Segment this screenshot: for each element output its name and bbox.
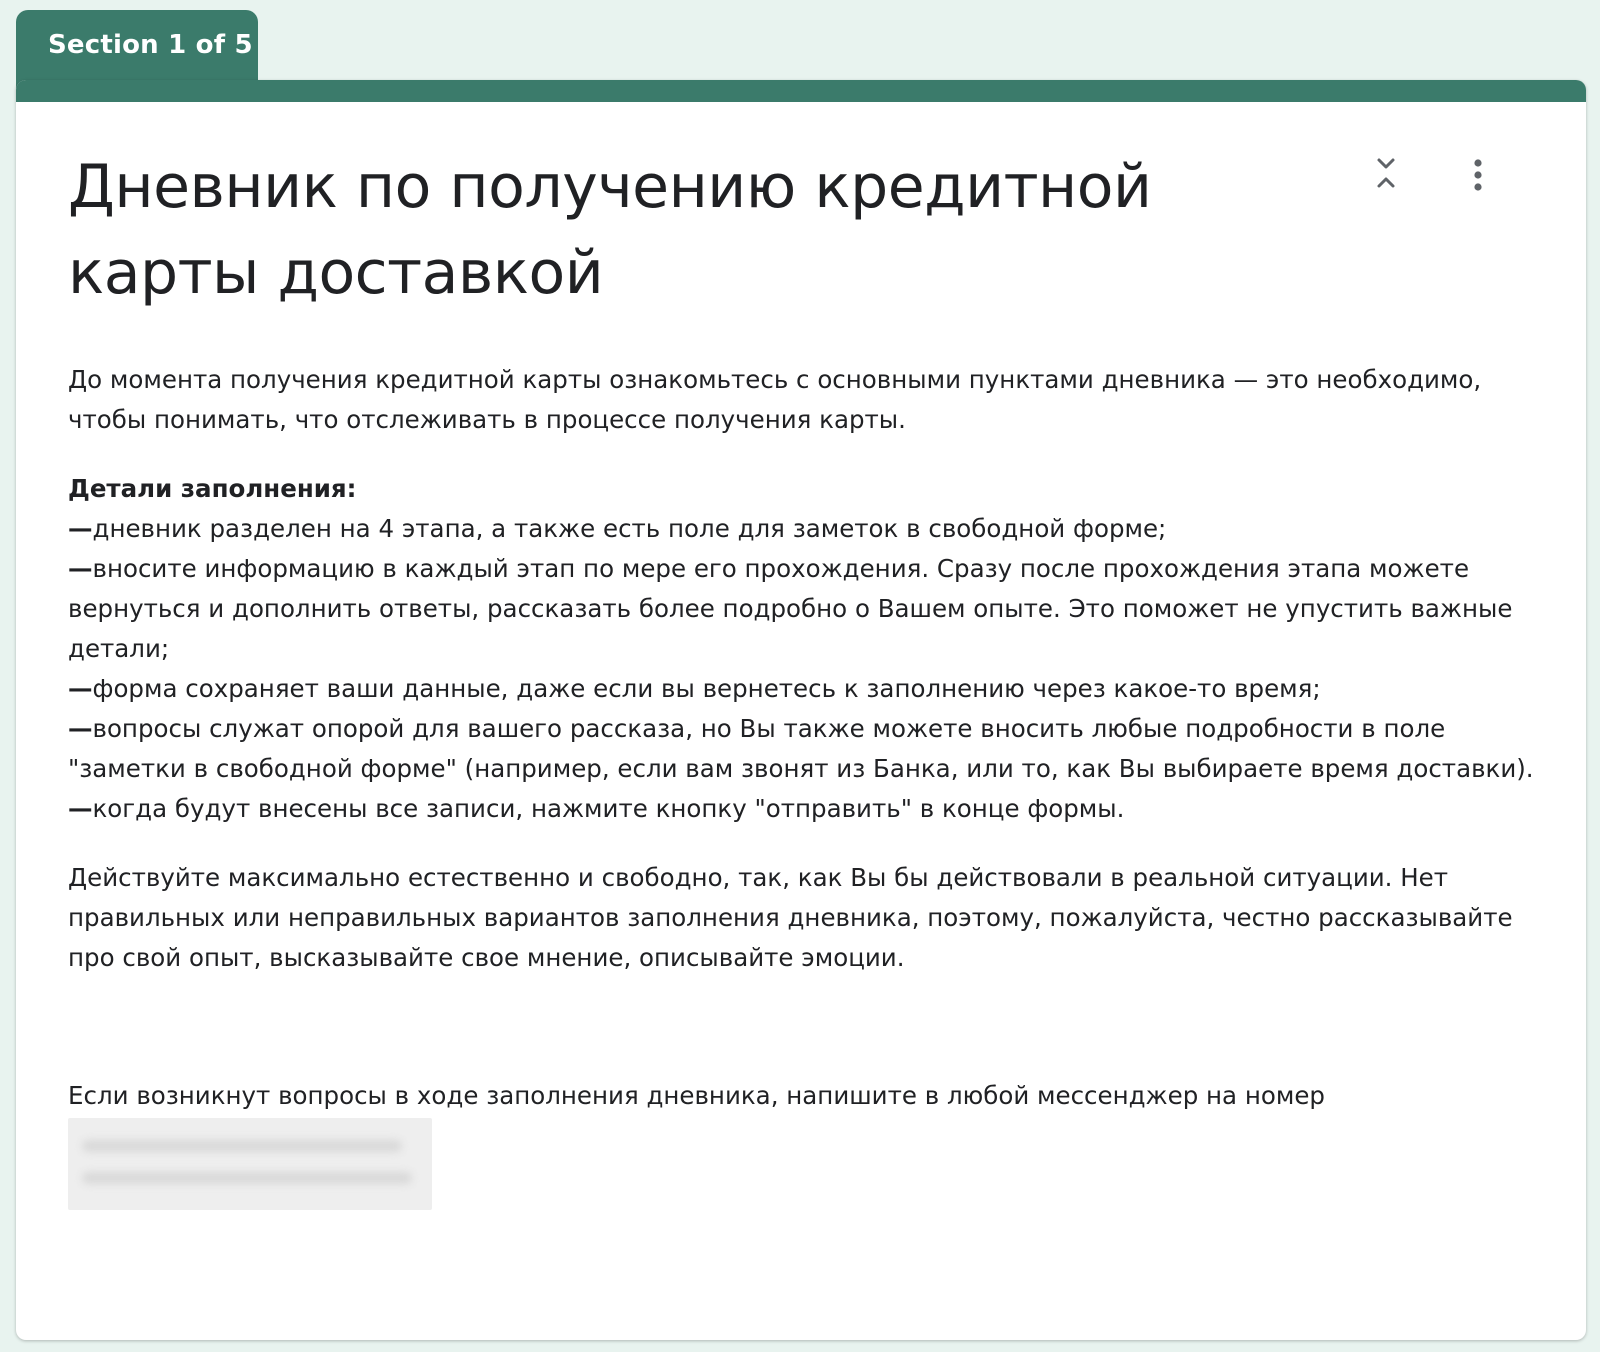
details-bullet: —когда будут внесены все записи, нажмите кнопку "отправить" в конце формы. — [68, 794, 1125, 823]
details-bullet: —дневник разделен на 4 этапа, а также есть поле для заметок в свободной форме; — [68, 514, 1167, 543]
redacted-phone-number — [68, 1118, 432, 1210]
section-card — [16, 80, 1586, 1340]
section-tab-label: Section 1 of 5 — [48, 30, 253, 60]
form-title: Дневник по получению кредитной карты доставкой — [68, 152, 1152, 308]
description-encouragement: Действуйте максимально естественно и свободно, так, как Вы бы действовали в реальной ситуации. Нет правильных или неправильных вариантов заполнения дневника, поэтому, пожалуйста, честно рассказывайте про свой опыт, высказывайте свое мнение, описывайте эмоции. — [68, 863, 1513, 972]
details-bullet: —вопросы служат опорой для вашего рассказа, но Вы также можете вносить любые подробности в поле "заметки в свободной форме" (например, если вам звонят из Банка, или то, как Вы выбираете время доставки). — [68, 714, 1534, 783]
form-description — [68, 360, 1538, 1210]
details-heading: Детали заполнения: — [68, 474, 357, 503]
collapse-button[interactable] — [1368, 152, 1404, 200]
more-options-button[interactable] — [1460, 152, 1496, 200]
details-bullet: —форма сохраняет ваши данные, даже если вы вернетесь к заполнению через какое-то время; — [68, 674, 1321, 703]
collapse-expand-icon — [1374, 156, 1398, 196]
description-intro: До момента получения кредитной карты ознакомьтесь с основными пунктами дневника — это необходимо, чтобы понимать, что отслеживать в процессе получения карты. — [68, 365, 1482, 434]
description-contact: Если возникнут вопросы в ходе заполнения дневника, напишите в любой мессенджер на номер — [68, 1081, 1325, 1110]
details-bullet: —вносите информацию в каждый этап по мере его прохождения. Сразу после прохождения этапа можете вернуться и дополнить ответы, рассказать более подробно о Вашем опыте. Это поможет не упустить важные детали; — [68, 554, 1513, 663]
more-vertical-icon — [1473, 158, 1483, 194]
section-card-accent-bar — [16, 80, 1586, 102]
